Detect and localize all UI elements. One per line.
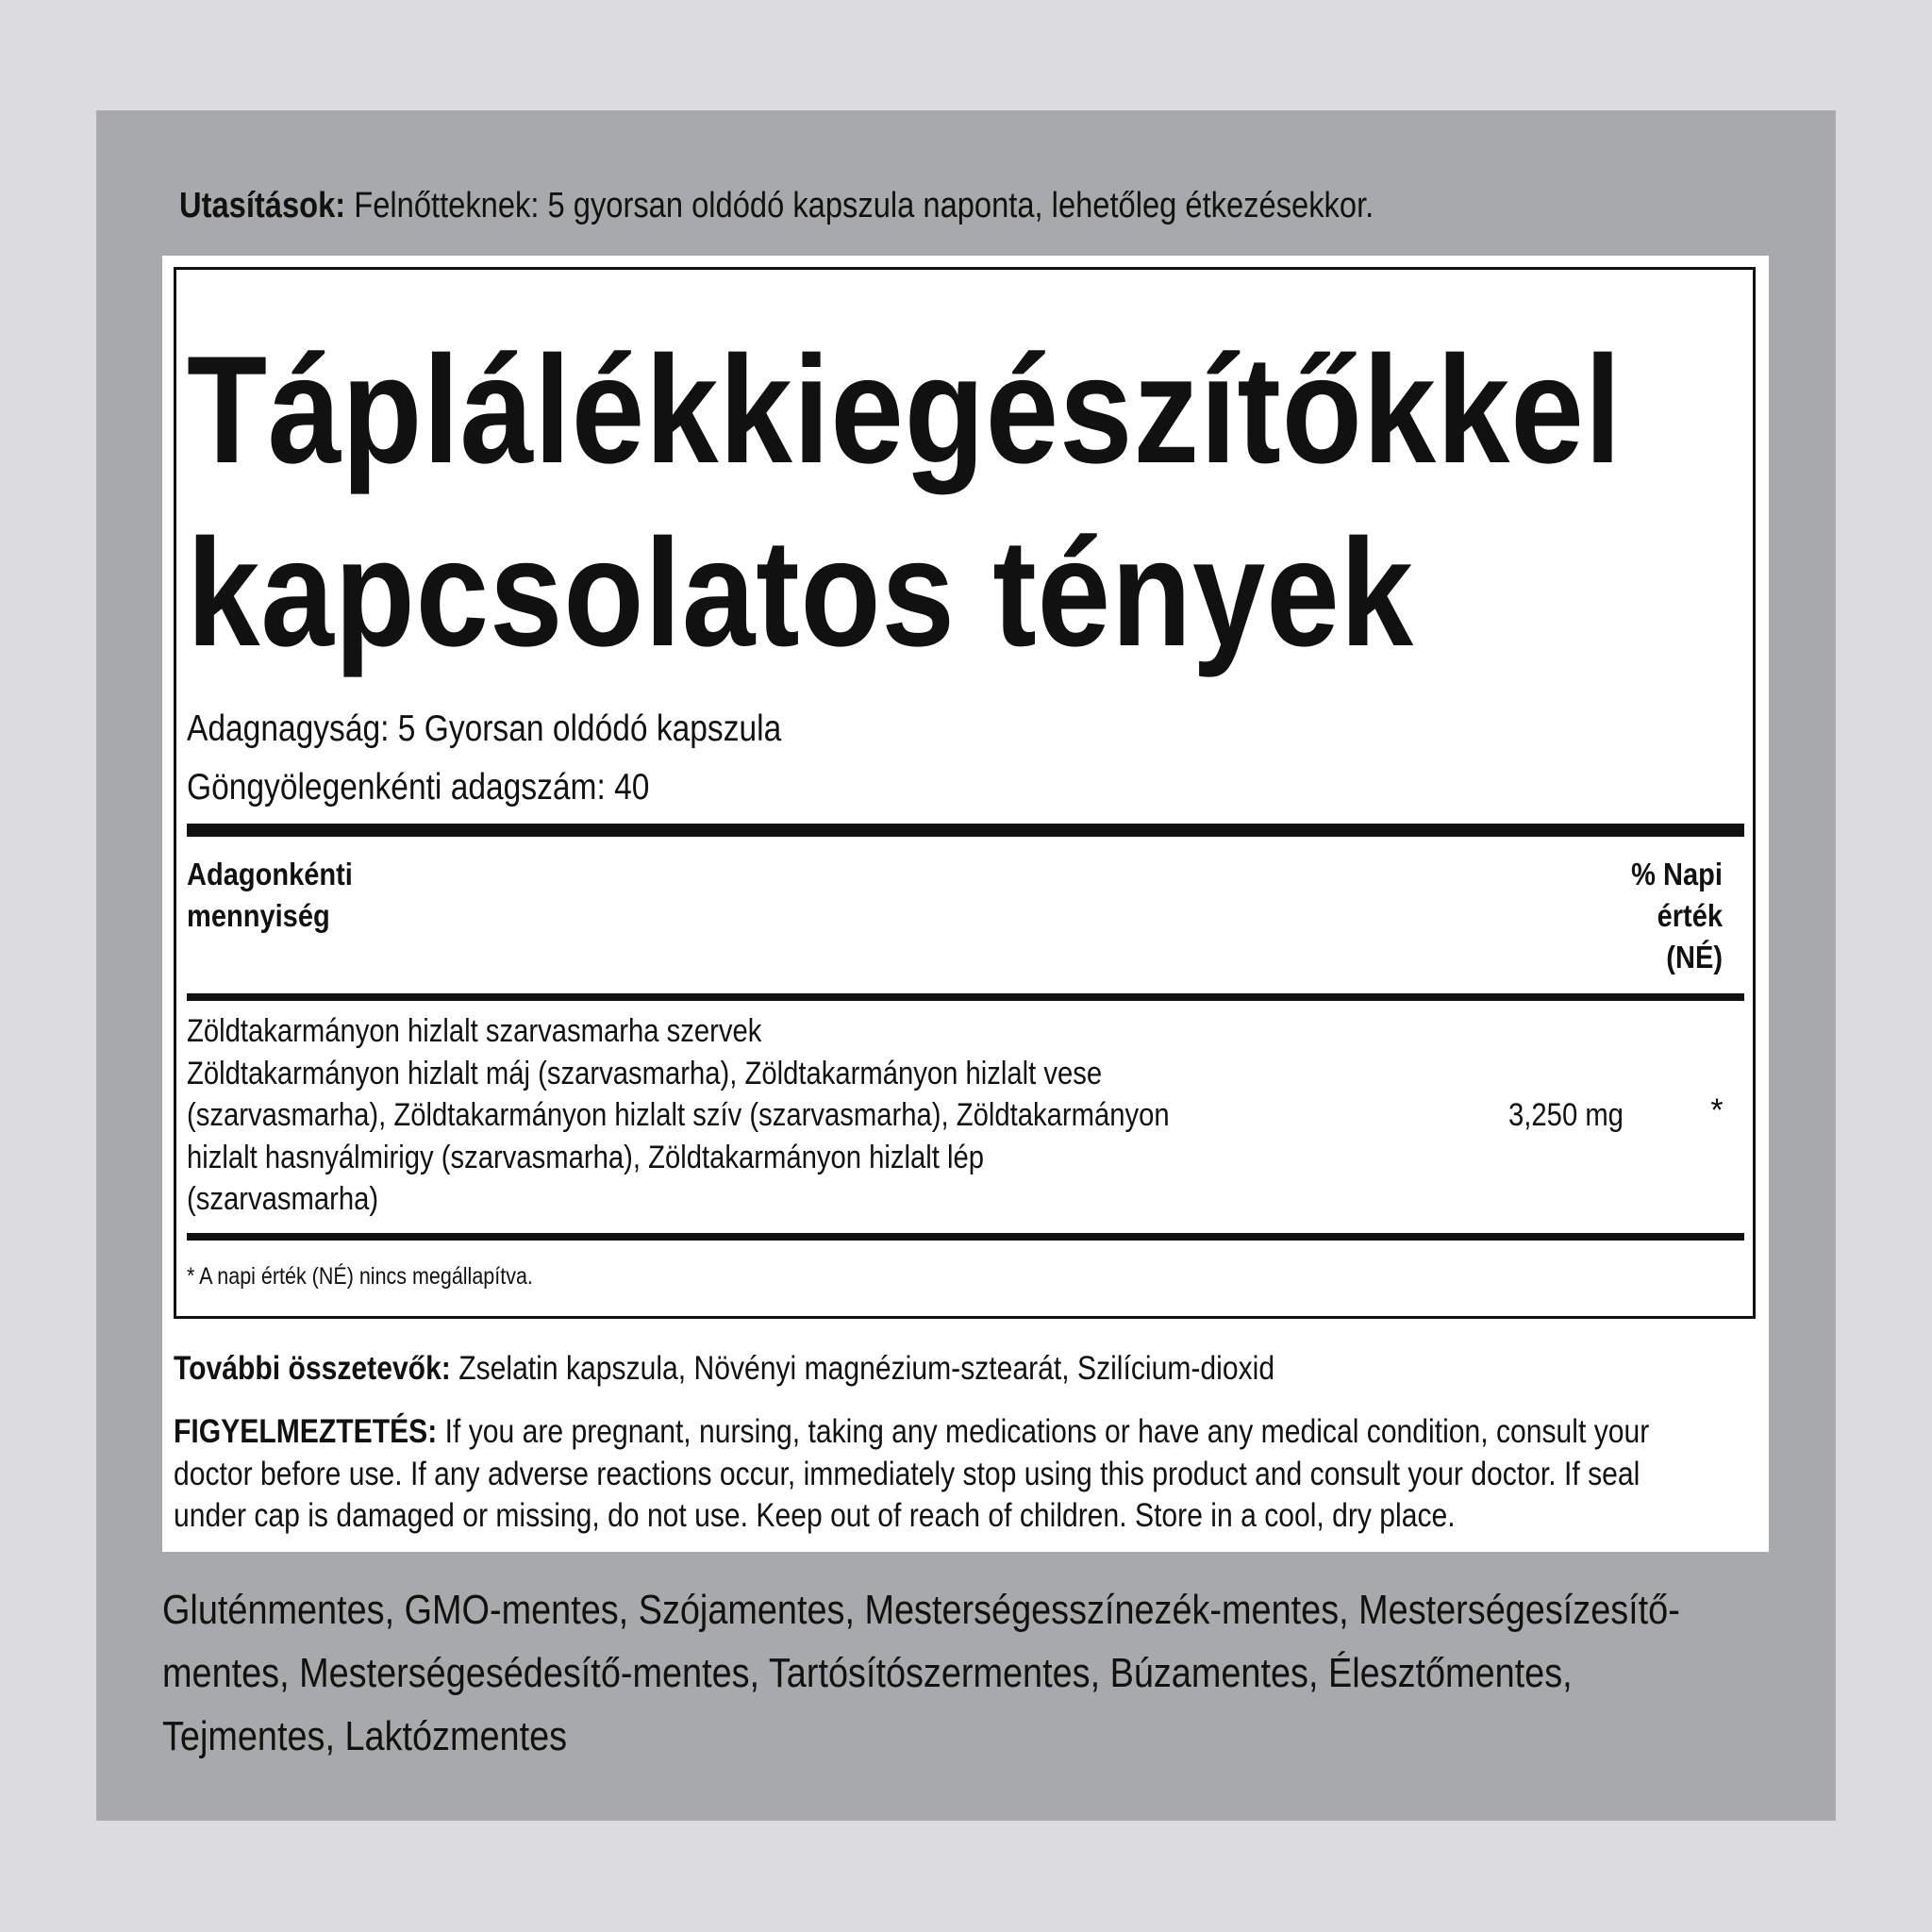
header-left-line2: mennyiség: [187, 898, 330, 933]
warning-line2: doctor before use. If any adverse reactions occur, immediately stop using this product and consult your doctor. If seal: [174, 1455, 1641, 1492]
other-ingredients-label: További összetevők:: [174, 1350, 451, 1387]
ingredient-amount: 3,250 mg: [1508, 1097, 1624, 1133]
servings-per-container: Göngyölegenkénti adagszám: 40: [187, 767, 650, 808]
directions: [179, 183, 1558, 228]
ingredient-line1: Zöldtakarmányon hizlalt szarvasmarha szervek: [187, 1013, 762, 1049]
warning-line3: under cap is damaged or missing, do not use. Keep out of reach of children. Store in a cool, dry place.: [174, 1497, 1456, 1534]
ingredient-line2: Zöldtakarmányon hizlalt máj (szarvasmarha), Zöldtakarmányon hizlalt vese: [187, 1055, 1103, 1091]
amount-per-serving-header: [187, 854, 602, 937]
warning-label: FIGYELMEZTETÉS:: [174, 1413, 438, 1450]
directions-label: Utasítások:: [179, 186, 346, 225]
ingredient-daily-value: *: [1710, 1092, 1724, 1128]
ingredient-line5: (szarvasmarha): [187, 1181, 379, 1217]
free-from-list: [162, 1578, 1817, 1768]
serving-info: [187, 700, 1404, 817]
warning: [174, 1411, 1731, 1538]
header-divider: [187, 993, 1744, 1001]
warning-line1: If you are pregnant, nursing, taking any medications or have any medical condition, consult your: [437, 1413, 1650, 1450]
free-from-line3: Tejmentes, Laktózmentes: [162, 1713, 568, 1759]
facts-title-line1: Táplálékkiegészítőkkel: [187, 325, 1623, 495]
other-ingredients-text: Zselatin kapszula, Növényi magnézium-sztearát, Szilícium-dioxid: [450, 1350, 1275, 1387]
facts-title: [187, 319, 1728, 685]
serving-size: Adagnagyság: 5 Gyorsan oldódó kapszula: [187, 708, 782, 749]
ingredient-line3: (szarvasmarha), Zöldtakarmányon hizlalt szív (szarvasmarha), Zöldtakarmányon: [187, 1097, 1170, 1133]
free-from-line2: mentes, Mesterségesédesítő-mentes, Tartósítószermentes, Búzamentes, Élesztőmentes,: [162, 1650, 1573, 1696]
facts-title-line2: kapcsolatos tények: [187, 508, 1414, 678]
free-from-line1: Gluténmentes, GMO-mentes, Szójamentes, Mesterségesszínezék-mentes, Mesterségesízesítő-: [162, 1587, 1680, 1633]
ingredient-divider: [187, 1233, 1744, 1241]
ingredient-name: [187, 1010, 1233, 1221]
header-right-line1: % Napi: [1631, 857, 1723, 891]
ingredient-line4: hizlalt hasnyálmirigy (szarvasmarha), Zöldtakarmányon hizlalt lép: [187, 1139, 985, 1175]
thick-divider: [187, 824, 1744, 837]
directions-text: Felnőtteknek: 5 gyorsan oldódó kapszula naponta, lehetőleg étkezésekkor.: [345, 186, 1374, 225]
other-ingredients: [174, 1346, 1553, 1391]
header-left-line1: Adagonkénti: [187, 857, 353, 891]
header-right-line2: érték: [1657, 898, 1723, 933]
daily-value-footnote: * A napi érték (NÉ) nincs megállapítva.: [187, 1263, 533, 1290]
header-right-line3: (NÉ): [1666, 940, 1723, 974]
daily-value-header: [1474, 854, 1723, 978]
